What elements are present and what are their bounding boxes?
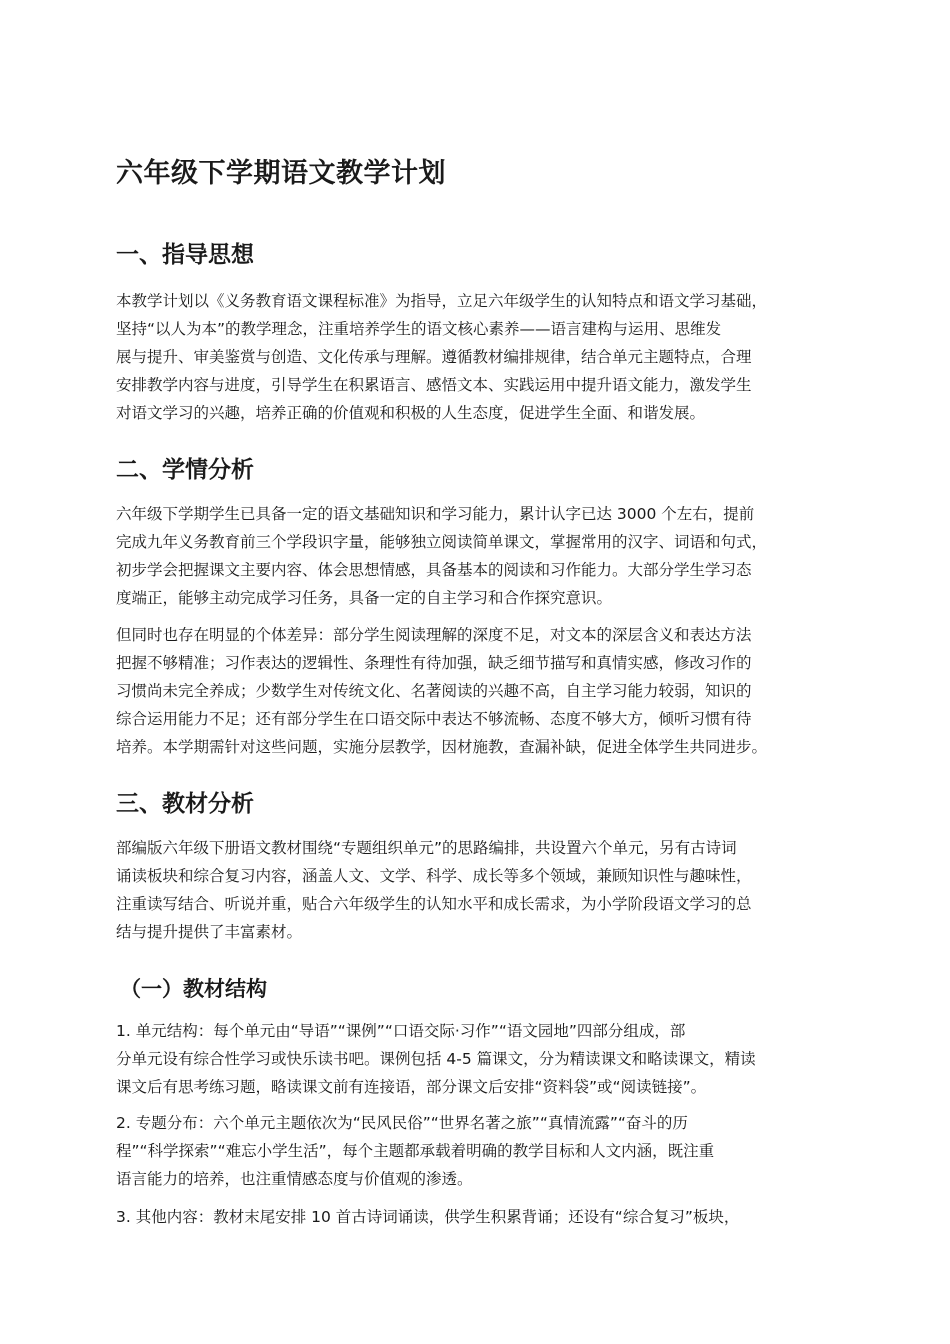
- text-line: 培养。本学期需针对这些问题，实施分层教学，因材施教，查漏补缺，促进全体学生共同进步。: [116, 738, 768, 756]
- text-line: 注重读写结合、听说并重，贴合六年级学生的认知水平和成长需求，为小学阶段语文学习的总: [116, 895, 752, 913]
- section-heading-guiding-ideology: 一、指导思想: [116, 242, 254, 268]
- paragraph: [116, 287, 844, 427]
- list-item: [116, 1203, 844, 1231]
- text-line: 度端正，能够主动完成学习任务，具备一定的自主学习和合作探究意识。: [116, 589, 613, 607]
- paragraph: [116, 621, 844, 761]
- text-line: 语言能力的培养，也注重情感态度与价值观的渗透。: [116, 1170, 473, 1188]
- text-line: 综合运用能力不足；还有部分学生在口语交际中表达不够流畅、态度不够大方，倾听习惯有待: [116, 710, 752, 728]
- text-line: 安排教学内容与进度，引导学生在积累语言、感悟文本、实践运用中提升语文能力，激发学生: [116, 376, 752, 394]
- text-line: 六年级下学期学生已具备一定的语文基础知识和学习能力，累计认字已达 3000 个左右，提前: [116, 505, 755, 523]
- text-line: 诵读板块和综合复习内容，涵盖人文、文学、科学、成长等多个领域，兼顾知识性与趣味性，: [116, 867, 752, 885]
- list-item: [116, 1017, 844, 1101]
- text-line: 把握不够精准；习作表达的逻辑性、条理性有待加强，缺乏细节描写和真情实感，修改习作的: [116, 654, 752, 672]
- text-line: 3. 其他内容：教材末尾安排 10 首古诗词诵读，供学生积累背诵；还设有“综合复习”板块，: [116, 1208, 740, 1226]
- document-title: 六年级下学期语文教学计划: [116, 158, 446, 189]
- text-line: 展与提升、审美鉴赏与创造、文化传承与理解。遵循教材编排规律，结合单元主题特点，合理: [116, 348, 752, 366]
- text-line: 课文后有思考练习题，略读课文前有连接语，部分课文后安排“资料袋”或“阅读链接”。: [116, 1078, 707, 1096]
- text-line: 完成九年义务教育前三个学段识字量，能够独立阅读简单课文，掌握常用的汉字、词语和句式，: [116, 533, 768, 551]
- paragraph: [116, 500, 844, 612]
- text-line: 2. 专题分布：六个单元主题依次为“民风民俗”“世界名著之旅”“真情流露”“奋斗的历: [116, 1114, 688, 1132]
- text-line: 初步学会把握课文主要内容、体会思想情感，具备基本的阅读和习作能力。大部分学生学习态: [116, 561, 752, 579]
- text-line: 程”“科学探索”“难忘小学生活”，每个主题都承载着明确的教学目标和人文内涵，既注重: [116, 1142, 715, 1160]
- section-heading-textbook-analysis: 三、教材分析: [116, 791, 254, 817]
- section-heading-student-analysis: 二、学情分析: [116, 457, 254, 483]
- text-line: 1. 单元结构：每个单元由“导语”“课例”“口语交际·习作”“语文园地”四部分组成，部: [116, 1022, 686, 1040]
- text-line: 习惯尚未完全养成；少数学生对传统文化、名著阅读的兴趣不高，自主学习能力较弱，知识的: [116, 682, 752, 700]
- text-line: 部编版六年级下册语文教材围绕“专题组织单元”的思路编排，共设置六个单元，另有古诗词: [116, 839, 737, 857]
- text-line: 本教学计划以《义务教育语文课程标准》为指导，立足六年级学生的认知特点和语文学习基础，: [116, 292, 768, 310]
- subsection-heading-textbook-structure: （一）教材结构: [120, 977, 267, 1001]
- text-line: 但同时也存在明显的个体差异：部分学生阅读理解的深度不足，对文本的深层含义和表达方法: [116, 626, 752, 644]
- list-item: [116, 1109, 844, 1193]
- text-line: 分单元设有综合性学习或快乐读书吧。课例包括 4-5 篇课文，分为精读课文和略读课文，精读: [116, 1050, 756, 1068]
- text-line: 结与提升提供了丰富素材。: [116, 923, 303, 941]
- text-line: 对语文学习的兴趣，培养正确的价值观和积极的人生态度，促进学生全面、和谐发展。: [116, 404, 706, 422]
- paragraph: [116, 834, 844, 946]
- text-line: 坚持“以人为本”的教学理念，注重培养学生的语文核心素养——语言建构与运用、思维发: [116, 320, 722, 338]
